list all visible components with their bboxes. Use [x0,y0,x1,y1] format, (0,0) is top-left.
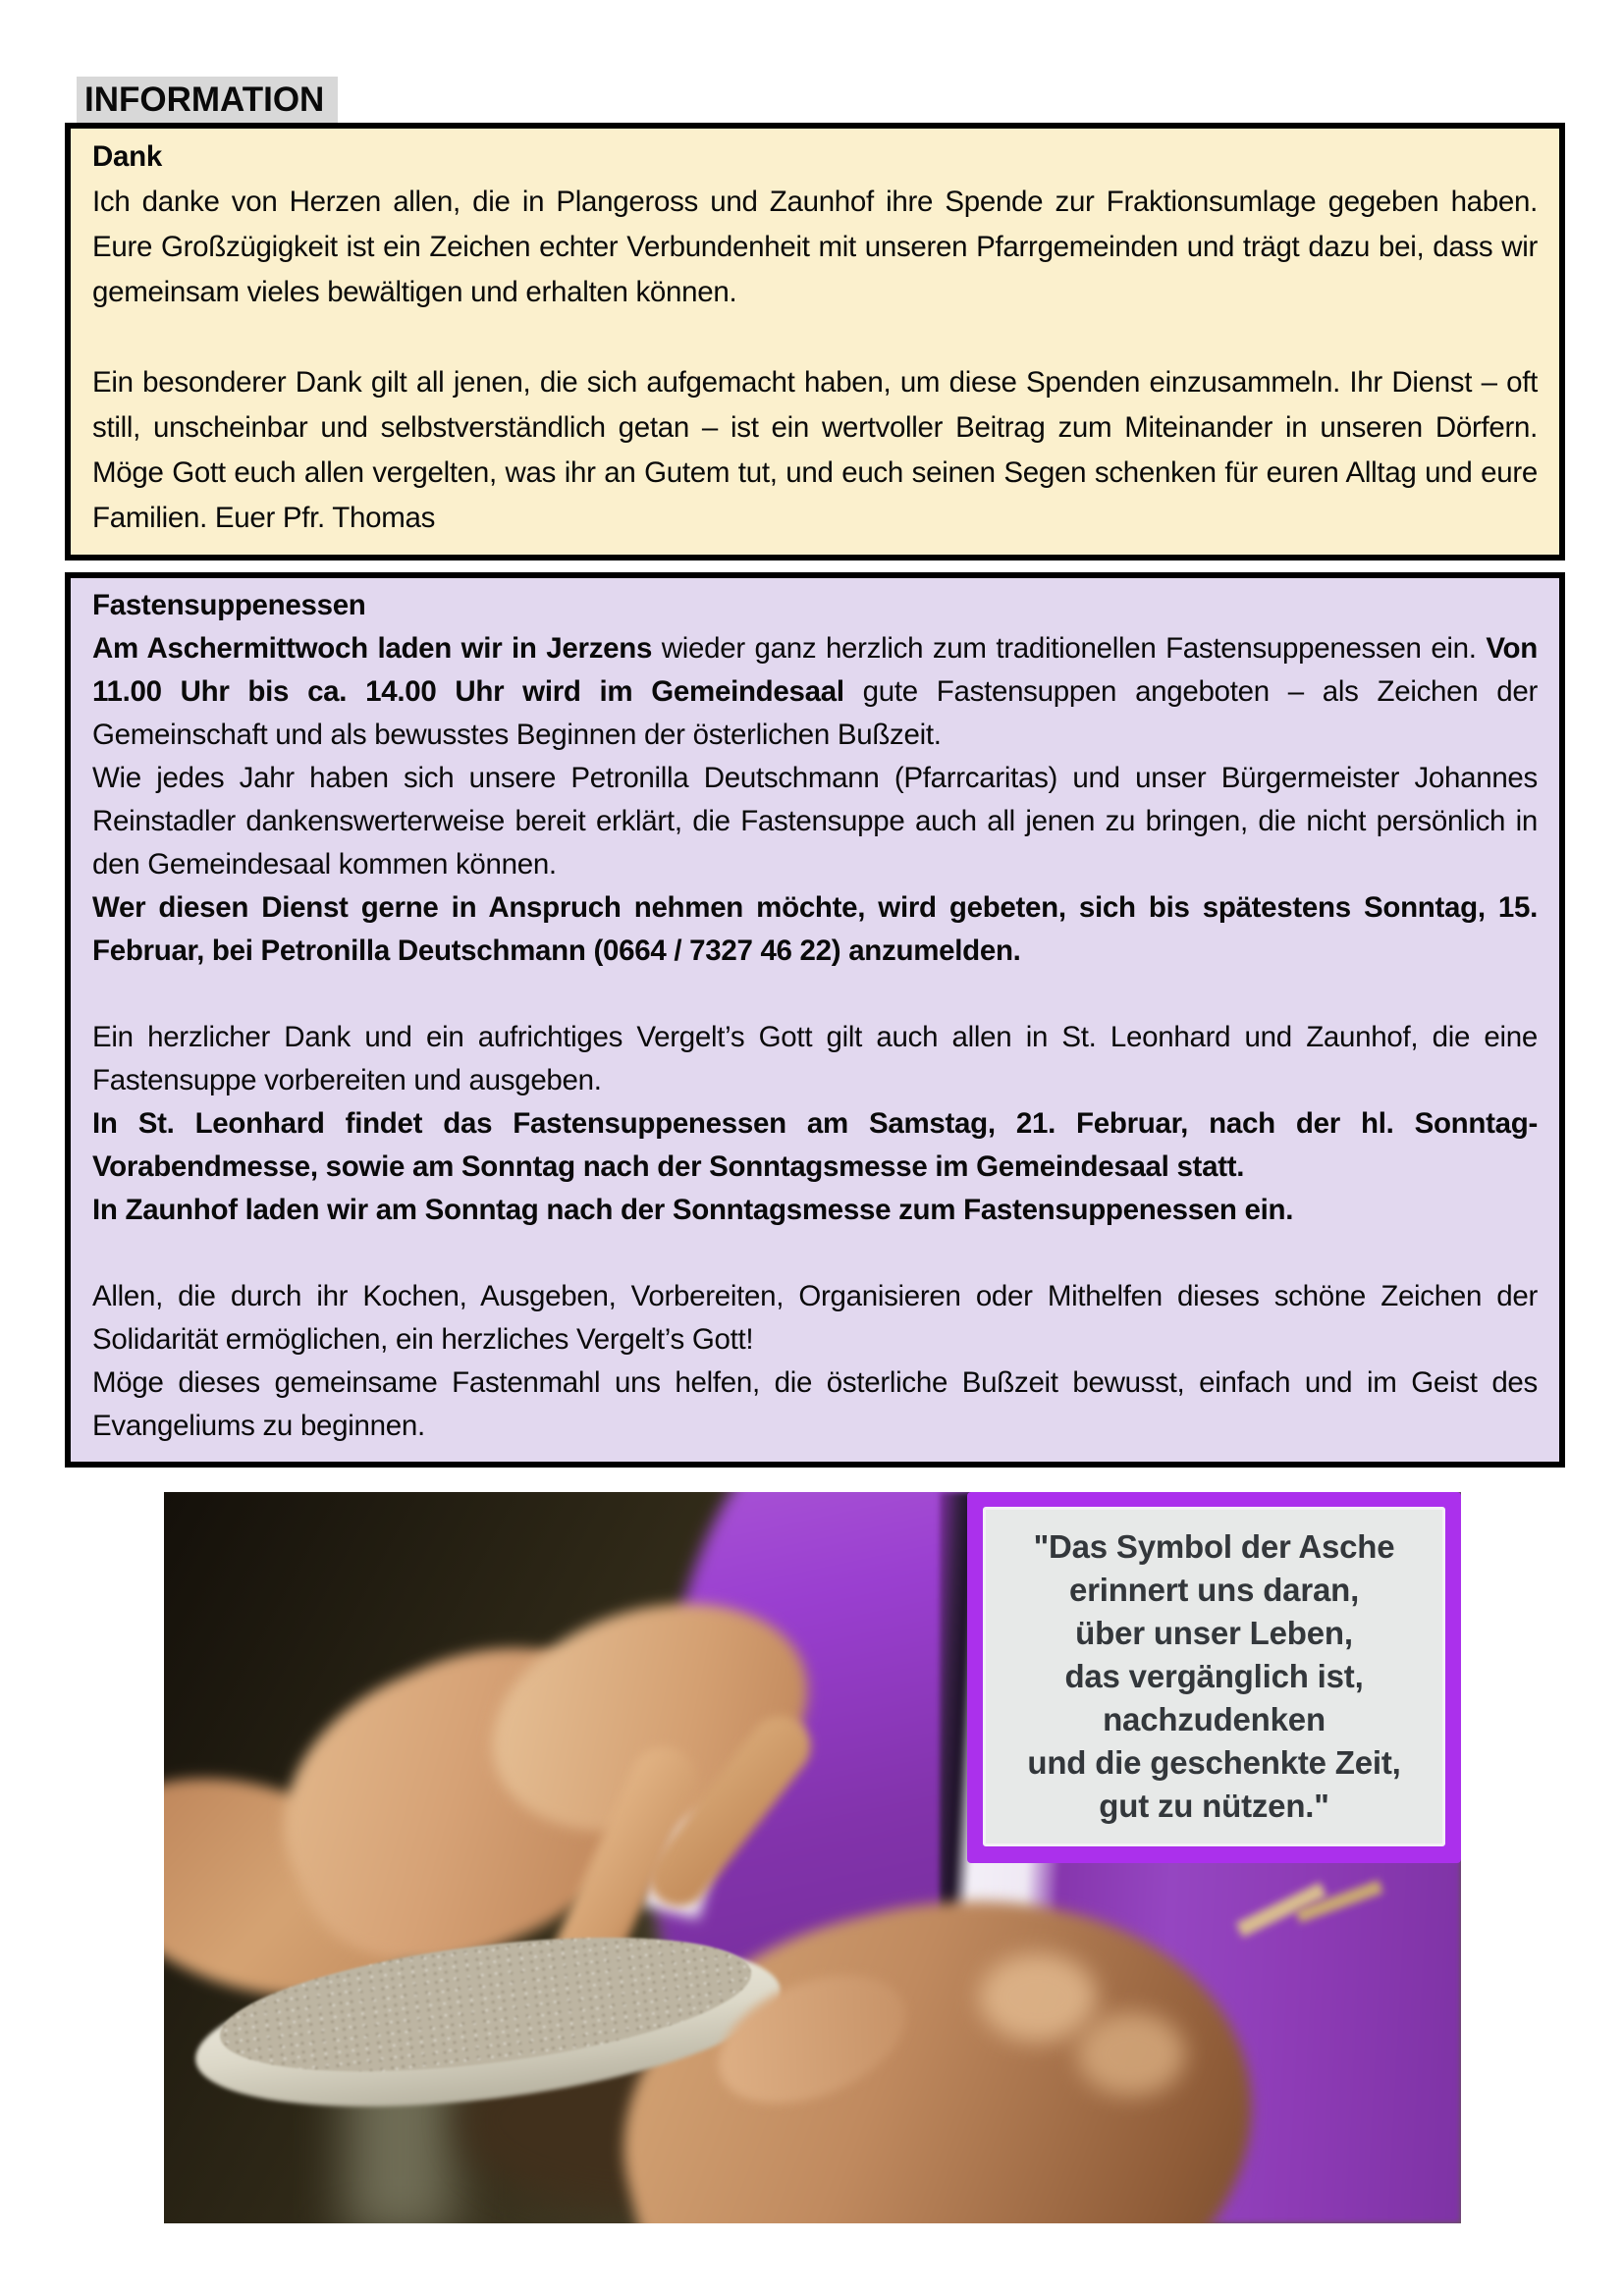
paragraph: In St. Leonhard findet das Fastensuppenessen am Samstag, 21. Februar, nach der hl. Sonntag-Vorabendmesse, sowie am Sonntag nach der Sonntagsmesse im Gemeindesaal statt. [92,1107,1538,1183]
ash-wednesday-photo [164,1492,1461,2223]
quote-card [983,1507,1445,1846]
paragraph [92,315,1538,360]
paragraph: Am Aschermittwoch laden wir in Jerzens wieder ganz herzlich zum traditionellen Fastensuppenessen ein. Von 11.00 Uhr bis ca. 14.00 Uhr wird im Gemeindesaal gute Fastensuppen angeboten – als Zeichen der Gemeinschaft und als bewusstes Beginnen der österlichen Bußzeit. [92,632,1539,751]
paragraph [92,973,1538,1016]
dank-section [65,123,1565,561]
paragraph: Ein herzlicher Dank und ein aufrichtiges Vergelt’s Gott gilt auch allen in St. Leonhard und Zaunhof, die eine Fastensuppe vorbereiten und ausgeben. [92,1021,1538,1096]
quote-line: "Das Symbol der Asche [1033,1528,1395,1565]
fastensuppenessen-section [65,572,1565,1468]
quote-line: gut zu nützen." [1099,1788,1329,1824]
quote-line: über unser Leben, [1075,1615,1353,1651]
paragraph: Allen, die durch ihr Kochen, Ausgeben, Vorbereiten, Organisieren oder Mithelfen dieses schöne Zeichen der Solidarität ermöglichen, ein herzliches Vergelt’s Gott! [92,1280,1538,1356]
quote-line: erinnert uns daran, [1068,1572,1360,1608]
quote-frame [967,1492,1461,1863]
information-heading: INFORMATION [77,77,338,125]
paragraph: Wie jedes Jahr haben sich unsere Petronilla Deutschmann (Pfarrcaritas) und unser Bürgermeister Johannes Reinstadler dankenswerterweise bereit erklärt, die Fastensuppe auch all jenen zu bringen, die nicht persönlich in den Gemeindesaal kommen können. [92,762,1538,881]
quote-line: und die geschenkte Zeit, [1027,1744,1401,1781]
fastensuppenessen-paragraphs [92,627,1538,1448]
paragraph: Ich danke von Herzen allen, die in Plangeross und Zaunhof ihre Spende zur Fraktionsumlage gegeben haben. Eure Großzügigkeit ist ein Zeichen echter Verbundenheit mit unseren Pfarrgemeinden und trägt dazu bei, dass wir gemeinsam vieles bewältigen und erhalten können. [92,186,1538,308]
paragraph: Wer diesen Dienst gerne in Anspruch nehmen möchte, wird gebeten, sich bis spätestens Sonntag, 15. Februar, bei Petronilla Deutschmann (0664 / 7327 46 22) anzumelden. [92,891,1538,967]
quote-line: nachzudenken [1103,1701,1326,1737]
dank-paragraphs [92,180,1538,541]
paragraph: Ein besonderer Dank gilt all jenen, die sich aufgemacht haben, um diese Spenden einzusammeln. Ihr Dienst – oft still, unscheinbar und selbstverständlich getan – ist ein wertvoller Beitrag zum Miteinander in unseren Dörfern. Möge Gott euch allen vergelten, was ihr an Gutem tut, und euch seinen Segen schenken für euren Alltag und eure Familien. Euer Pfr. Thomas [92,366,1538,534]
paragraph [92,1232,1538,1275]
knuckle-highlight [979,1953,1097,2042]
paragraph: In Zaunhof laden wir am Sonntag nach der Sonntagsmesse zum Fastensuppenessen ein. [92,1194,1294,1226]
fastensuppenessen-heading: Fastensuppenessen [92,589,366,621]
knuckle-highlight [1077,2012,1185,2096]
quote-line: das vergänglich ist, [1064,1658,1364,1694]
paragraph: Möge dieses gemeinsame Fastenmahl uns helfen, die österliche Bußzeit bewusst, einfach und im Geist des Evangeliums zu beginnen. [92,1366,1538,1442]
dank-heading: Dank [92,140,162,173]
